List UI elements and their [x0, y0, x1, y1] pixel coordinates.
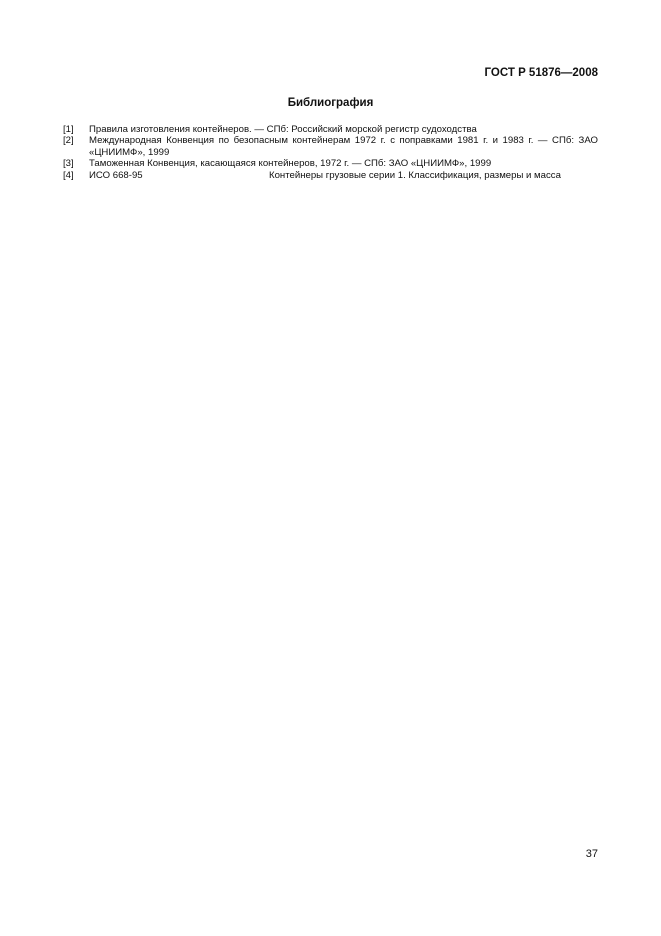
entry-text: Международная Конвенция по безопасным контейнерам 1972 г. с поправками 1981 г. и 1983 г. — СПб: ЗАО «ЦНИИМФ», 1999 — [89, 135, 598, 158]
entry-number: [3] — [63, 158, 74, 170]
bibliography-entry-4 — [63, 170, 598, 181]
document-code: ГОСТ Р 51876—2008 — [484, 67, 598, 79]
entry-number: [4] — [63, 169, 74, 181]
bibliography-entry-3 — [63, 158, 598, 169]
bibliography-entry-1 — [63, 124, 598, 135]
entry-standard-title: Контейнеры грузовые серии 1. Классификация, размеры и масса — [269, 169, 561, 181]
entry-number: [1] — [63, 124, 74, 135]
entry-text — [89, 170, 598, 181]
entry-number: [2] — [63, 135, 74, 147]
page-number: 37 — [585, 848, 598, 860]
bibliography-entry-2 — [63, 135, 598, 158]
entry-standard-code: ИСО 668-95 — [89, 169, 143, 181]
entry-text: Правила изготовления контейнеров. — СПб: Российский морской регистр судоходства — [89, 124, 477, 135]
entry-text: Таможенная Конвенция, касающаяся контейнеров, 1972 г. — СПб: ЗАО «ЦНИИМФ», 1999 — [89, 158, 492, 170]
bibliography-list — [63, 124, 598, 181]
bibliography-title: Библиография — [287, 97, 374, 109]
